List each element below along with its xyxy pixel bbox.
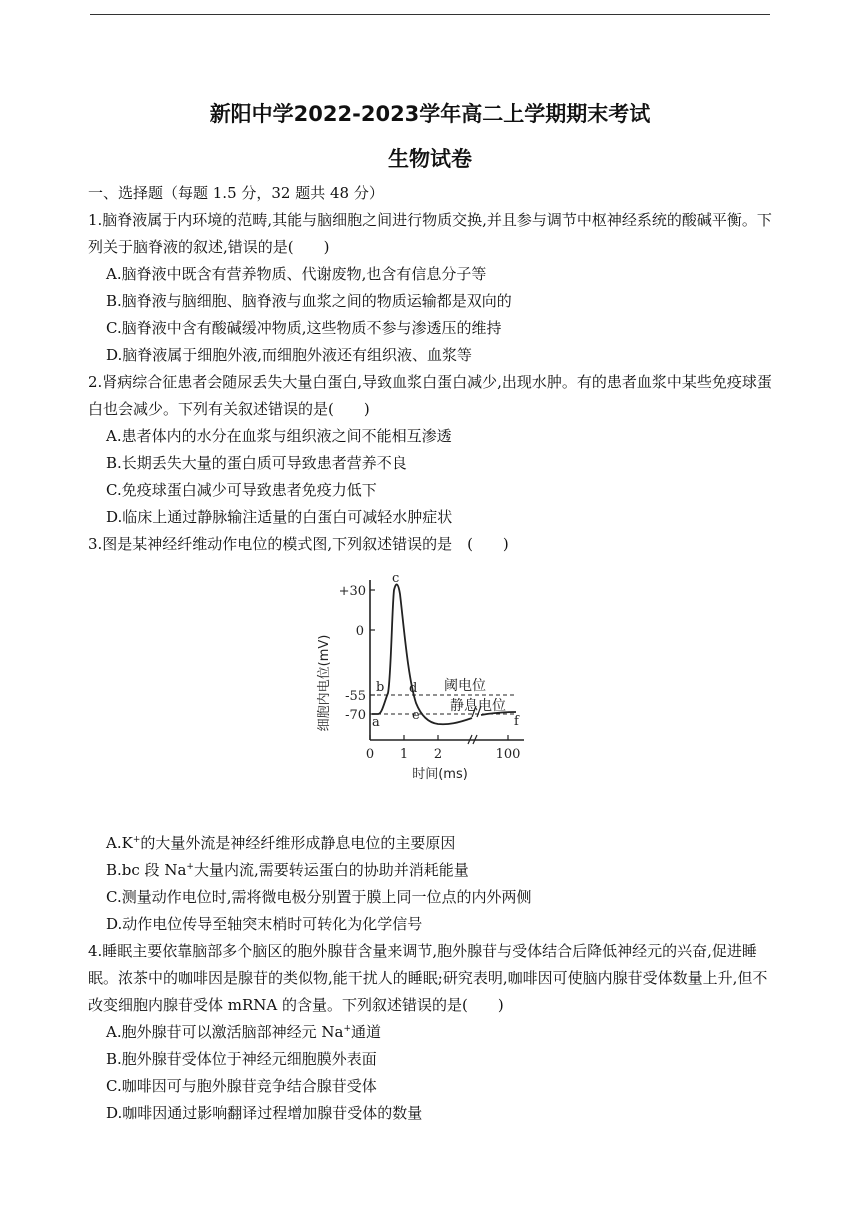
action-potential-figure: [88, 568, 778, 828]
question-3: [88, 531, 778, 938]
option-b: B.长期丢失大量的蛋白质可导致患者营养不良: [106, 454, 407, 472]
option-a: A.胞外腺苷可以激活脑部神经元 Na+通道: [106, 1023, 382, 1041]
question-stem: 2.肾病综合征患者会随尿丢失大量白蛋白,导致血浆白蛋白减少,出现水肿。有的患者血浆中某些免疫球蛋白也会减少。下列有关叙述错误的是( ): [88, 373, 772, 418]
exam-content: [88, 180, 778, 1127]
option-a: A.K+的大量外流是神经纤维形成静息电位的主要原因: [106, 834, 456, 852]
section-heading: 一、选择题（每题 1.5 分，32 题共 48 分）: [88, 184, 384, 202]
xtick-label: 1: [399, 747, 409, 762]
exam-subtitle: 生物试卷: [388, 147, 472, 171]
option-c: C.脑脊液中含有酸碱缓冲物质,这些物质不参与渗透压的维持: [106, 319, 502, 337]
top-rule: [90, 14, 770, 15]
question-stem: 3.图是某神经纤维动作电位的模式图,下列叙述错误的是 ( ): [88, 535, 509, 553]
resting-label: 静息电位: [450, 698, 506, 714]
point-label-e: e: [412, 708, 420, 723]
xtick-label: 100: [495, 747, 521, 762]
option-b: B.脑脊液与脑细胞、脑脊液与血浆之间的物质运输都是双向的: [106, 292, 512, 310]
option-a: A.脑脊液中既含有营养物质、代谢废物,也含有信息分子等: [106, 265, 487, 283]
question-stem: 4.睡眠主要依靠脑部多个脑区的胞外腺苷含量来调节,胞外腺苷与受体结合后降低神经元的兴奋,促进睡眠。浓茶中的咖啡因是腺苷的类似物,能干扰人的睡眠;研究表明,咖啡因可使脑内腺苷受体数量上升,但不改变细胞内腺苷受体 mRNA 的含量。下列叙述错误的是( ): [88, 942, 768, 1014]
option-d: D.临床上通过静脉输注适量的白蛋白可减轻水肿症状: [106, 508, 453, 526]
exam-title: 新阳中学2022-2023学年高二上学期期末考试: [209, 102, 651, 126]
option-b: B.胞外腺苷受体位于神经元细胞膜外表面: [106, 1050, 377, 1068]
point-label-c: c: [392, 571, 400, 586]
figure-ylabel: 细胞内电位(mV): [317, 634, 332, 732]
threshold-label: 阈电位: [444, 678, 486, 694]
point-label-d: d: [409, 681, 418, 696]
question-4: [88, 938, 778, 1127]
option-c: C.测量动作电位时,需将微电极分别置于膜上同一位点的内外两侧: [106, 888, 532, 906]
question-1: [88, 207, 778, 369]
ytick-label: -70: [345, 708, 366, 723]
point-label-b: b: [376, 680, 385, 695]
option-d: D.咖啡因通过影响翻译过程增加腺苷受体的数量: [106, 1104, 423, 1122]
option-c: C.免疫球蛋白减少可导致患者免疫力低下: [106, 481, 377, 499]
ytick-label: 0: [355, 624, 364, 639]
option-c: C.咖啡因可与胞外腺苷竞争结合腺苷受体: [106, 1077, 377, 1095]
xtick-label: 0: [365, 747, 375, 762]
question-2: [88, 369, 778, 531]
option-d: D.脑脊液属于细胞外液,而细胞外液还有组织液、血浆等: [106, 346, 473, 364]
question-stem: 1.脑脊液属于内环境的范畴,其能与脑细胞之间进行物质交换,并且参与调节中枢神经系统的酸碱平衡。下列关于脑脊液的叙述,错误的是( ): [88, 211, 772, 256]
point-label-a: a: [372, 715, 380, 730]
point-label-f: f: [514, 714, 519, 729]
option-a: A.患者体内的水分在血浆与组织液之间不能相互渗透: [106, 427, 452, 445]
ytick-label: -55: [345, 689, 366, 704]
option-b: B.bc 段 Na+大量内流,需要转运蛋白的协助并消耗能量: [106, 861, 469, 879]
xtick-label: 2: [433, 747, 443, 762]
option-d: D.动作电位传导至轴突末梢时可转化为化学信号: [106, 915, 423, 933]
figure-xlabel: 时间(ms): [412, 767, 468, 782]
action-potential-chart: [316, 568, 556, 823]
ytick-label: +30: [338, 584, 366, 599]
